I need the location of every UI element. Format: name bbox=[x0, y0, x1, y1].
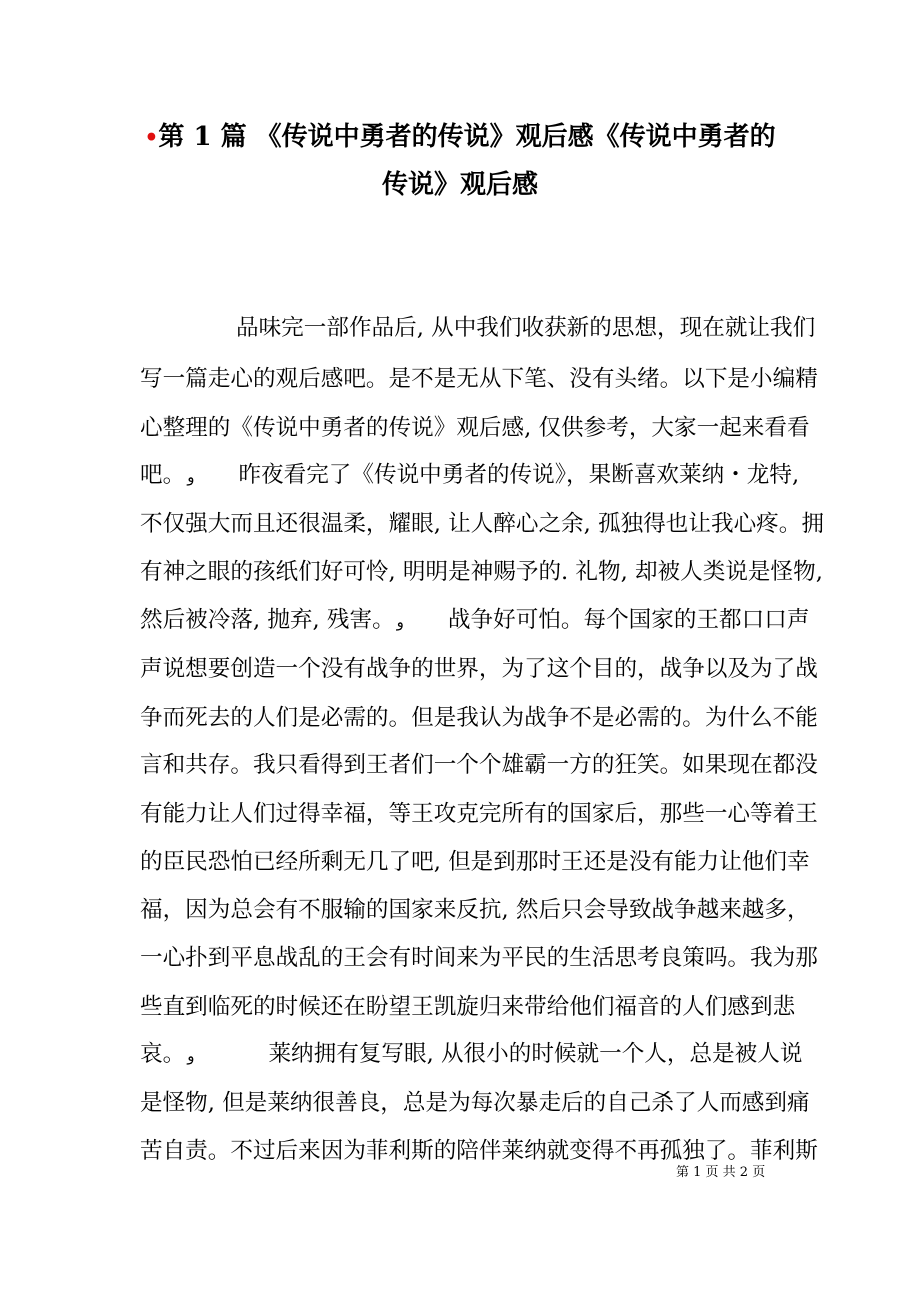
body-line: 品味完一部作品后, 从中我们收获新的思想，现在就让我们 bbox=[236, 315, 816, 341]
body-line: 争而死去的人们是必需的。但是我认为战争不是必需的。为什么不能 bbox=[140, 705, 818, 731]
paragraph-mark-icon: و bbox=[187, 468, 195, 486]
body-line: 有能力让人们过得幸福，等王攻克完所有的国家后，那些一心等着王 bbox=[140, 801, 818, 827]
paragraph-mark-icon: و bbox=[396, 613, 404, 631]
body-line-start: 然后被冷落, 抛弃, 残害。 bbox=[140, 607, 395, 633]
body-line: 声说想要创造一个没有战争的世界，为了这个目的，战争以及为了战 bbox=[140, 656, 818, 682]
document-title bbox=[0, 122, 920, 153]
body-line: 是怪物, 但是莱纳很善良，总是为每次暴走后的自己杀了人而感到痛 bbox=[140, 1090, 810, 1116]
body-line: 一心扑到平息战乱的王会有时间来为平民的生活思考良策吗。我为那 bbox=[140, 945, 818, 971]
page-number-footer: 第 1 页 共 2 页 bbox=[676, 1165, 766, 1180]
body-line: 苦自责。不过后来因为菲利斯的陪伴莱纳就变得不再孤独了。菲利斯 bbox=[140, 1138, 818, 1164]
paragraph-mark-icon: و bbox=[187, 1047, 195, 1065]
body-line: 福，因为总会有不服输的国家来反抗, 然后只会导致战争越来越多， bbox=[140, 897, 810, 923]
title-line-1: 第 1 篇 《传说中勇者的传说》观后感《传说中勇者的 bbox=[158, 122, 776, 152]
body-line: 有神之眼的孩纸们好可怜, 明明是神赐予的. 礼物, 却被人类说是怪物, bbox=[140, 559, 823, 585]
title-bullet-icon: • bbox=[144, 125, 159, 151]
body-line: 的臣民恐怕已经所剩无几了吧, 但是到那时王还是没有能力让他们幸 bbox=[140, 849, 810, 875]
body-line bbox=[140, 462, 799, 490]
body-line: 心整理的《传说中勇者的传说》观后感, 仅供参考，大家一起来看看 bbox=[140, 415, 810, 441]
body-line-rest: 战争好可怕。每个国家的王都口口声 bbox=[447, 607, 810, 633]
body-line-start: 吧。 bbox=[140, 462, 186, 488]
body-line-rest: 莱纳拥有复写眼, 从很小的时候就一个人，总是被人说 bbox=[268, 1041, 803, 1067]
body-line: 不仅强大而且还很温柔，耀眼, 让人醉心之余, 孤独得也让我心疼。拥 bbox=[140, 511, 824, 537]
body-line bbox=[140, 1041, 802, 1069]
body-line-start: 哀。 bbox=[140, 1041, 186, 1067]
body-line: 写一篇走心的观后感吧。是不是无从下笔、没有头绪。以下是小编精 bbox=[140, 366, 818, 392]
body-line bbox=[140, 607, 809, 635]
body-line-rest: 昨夜看完了《传说中勇者的传说》，果断喜欢莱纳・龙特, bbox=[238, 462, 800, 488]
document-title-continued: 传说》观后感 bbox=[381, 170, 538, 200]
body-line: 言和共存。我只看得到王者们一个个雄霸一方的狂笑。如果现在都没 bbox=[140, 752, 818, 778]
body-line: 些直到临死的时候还在盼望王凯旋归来带给他们福音的人们感到悲 bbox=[140, 994, 796, 1020]
